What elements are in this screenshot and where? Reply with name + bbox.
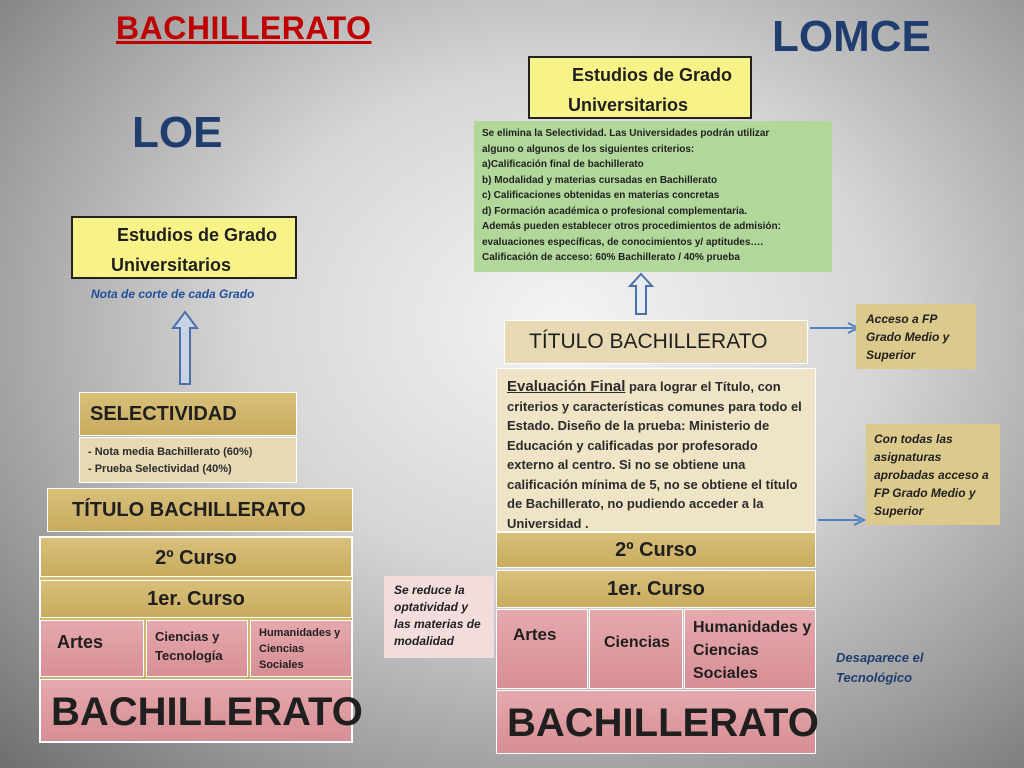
lomce-selectividad-line: Calificación de acceso: 60% Bachillerato / 40% prueba — [482, 252, 740, 263]
loe-modalidad-ciencias — [146, 620, 248, 677]
lomce-modalidad-ciencias — [589, 609, 683, 689]
lomce-up-arrow-icon — [628, 272, 654, 316]
lomce-modalidad-label: Ciencias — [604, 634, 670, 651]
right-arrow-icon — [816, 512, 866, 528]
right-arrow-icon — [808, 320, 860, 336]
lomce-segundo-label: 2º Curso — [615, 539, 697, 561]
loe-selectividad-label: SELECTIVIDAD — [90, 403, 237, 425]
loe-estudios-line1: Estudios de Grado — [117, 225, 278, 245]
lomce-title: LOMCE — [772, 12, 931, 61]
lomce-modalidad-label: Artes — [513, 625, 557, 644]
loe-estudios-box — [71, 216, 297, 279]
lomce-evaluacion-box — [496, 368, 816, 532]
lomce-modalidad-humanidades — [684, 609, 816, 689]
loe-up-arrow-icon — [171, 310, 199, 386]
lomce-selectividad-line: d) Formación académica o profesional complementaria. — [482, 205, 748, 217]
lomce-selectividad-box — [474, 121, 832, 272]
loe-bachillerato-box — [40, 679, 363, 742]
lomce-selectividad-line: evaluaciones específicas, de conocimientos y/ aptitudes…. — [482, 236, 764, 248]
desaparece-note — [836, 648, 956, 688]
lomce-modalidad-artes — [496, 609, 588, 689]
lomce-estudios-line2: Universitarios — [568, 95, 689, 115]
loe-modalidad-label: Ciencias y Tecnología — [155, 629, 223, 663]
loe-modalidad-artes — [40, 620, 144, 677]
lomce-primer-curso — [496, 570, 816, 608]
loe-primer-curso — [40, 580, 352, 618]
lomce-selectividad-line: a)Calificación final de bachillerato — [482, 159, 644, 170]
loe-titulo-box — [47, 488, 353, 532]
bachillerato-title: BACHILLERATO — [116, 10, 372, 46]
loe-selectividad-item: - Nota media Bachillerato (60%) — [88, 446, 253, 458]
loe-segundo-label: 2º Curso — [155, 547, 237, 569]
loe-titulo-label: TÍTULO BACHILLERATO — [72, 499, 306, 521]
loe-modalidad-label: Humanidades y Ciencias Sociales — [259, 627, 341, 671]
con-todas-text: Con todas las asignaturas aprobadas acceso a FP Grado Medio y Superior — [874, 432, 989, 518]
lomce-bachillerato-label: BACHILLERATO — [507, 701, 819, 745]
loe-selectividad-items — [79, 437, 297, 483]
loe-bachillerato-label: BACHILLERATO — [51, 690, 363, 734]
lomce-estudios-line1: Estudios de Grado — [572, 65, 733, 85]
lomce-selectividad-line: alguno o algunos de los siguientes criterios: — [482, 143, 695, 155]
optatividad-text: Se reduce la optatividad y las materias de modalidad — [394, 583, 481, 648]
lomce-modalidad-label: Humanidades y Ciencias Sociales — [693, 619, 812, 682]
lomce-selectividad-line: c) Calificaciones obtenidas en materias concretas — [482, 190, 720, 201]
lomce-titulo-label: TÍTULO BACHILLERATO — [529, 330, 768, 353]
desaparece-text: Desaparece el Tecnológico — [836, 650, 924, 685]
acceso-fp-note — [856, 304, 976, 369]
loe-selectividad-header — [79, 392, 297, 436]
loe-primer-label: 1er. Curso — [147, 588, 245, 610]
lomce-segundo-curso — [496, 532, 816, 568]
lomce-evaluacion-text: para lograr el Título, con criterios y características comunes para todo el Estado. Diseño de la prueba: Ministerio de Educación y calificadas por profesorado externo al centro. Si no se obtiene una calificación mínima de 5, no se obtiene el título de Bachillerato, no pudiendo acceder a la Universidad . — [507, 379, 802, 531]
lomce-evaluacion-heading: Evaluación Final — [507, 378, 626, 395]
loe-modalidad-humanidades — [250, 620, 352, 677]
loe-title: LOE — [132, 108, 223, 157]
lomce-selectividad-line: Además pueden establecer otros procedimientos de admisión: — [482, 221, 781, 232]
acceso-fp-text: Acceso a FP Grado Medio y Superior — [866, 312, 950, 362]
loe-selectividad-item: - Prueba Selectividad (40%) — [88, 463, 232, 475]
lomce-primer-label: 1er. Curso — [607, 578, 705, 600]
loe-segundo-curso — [40, 537, 352, 577]
loe-nota-corte: Nota de corte de cada Grado — [91, 287, 255, 301]
optatividad-note — [384, 576, 494, 658]
loe-modalidad-label: Artes — [57, 632, 104, 652]
lomce-bachillerato-box — [496, 690, 819, 754]
lomce-titulo-box — [504, 320, 808, 364]
lomce-selectividad-line: Se elimina la Selectividad. Las Universidades podrán utilizar — [482, 128, 770, 139]
loe-estudios-line2: Universitarios — [111, 255, 232, 275]
con-todas-note — [866, 424, 1000, 525]
lomce-estudios-box — [528, 56, 752, 119]
lomce-selectividad-line: b) Modalidad y materias cursadas en Bachillerato — [482, 174, 718, 186]
loe-stack — [39, 536, 363, 743]
